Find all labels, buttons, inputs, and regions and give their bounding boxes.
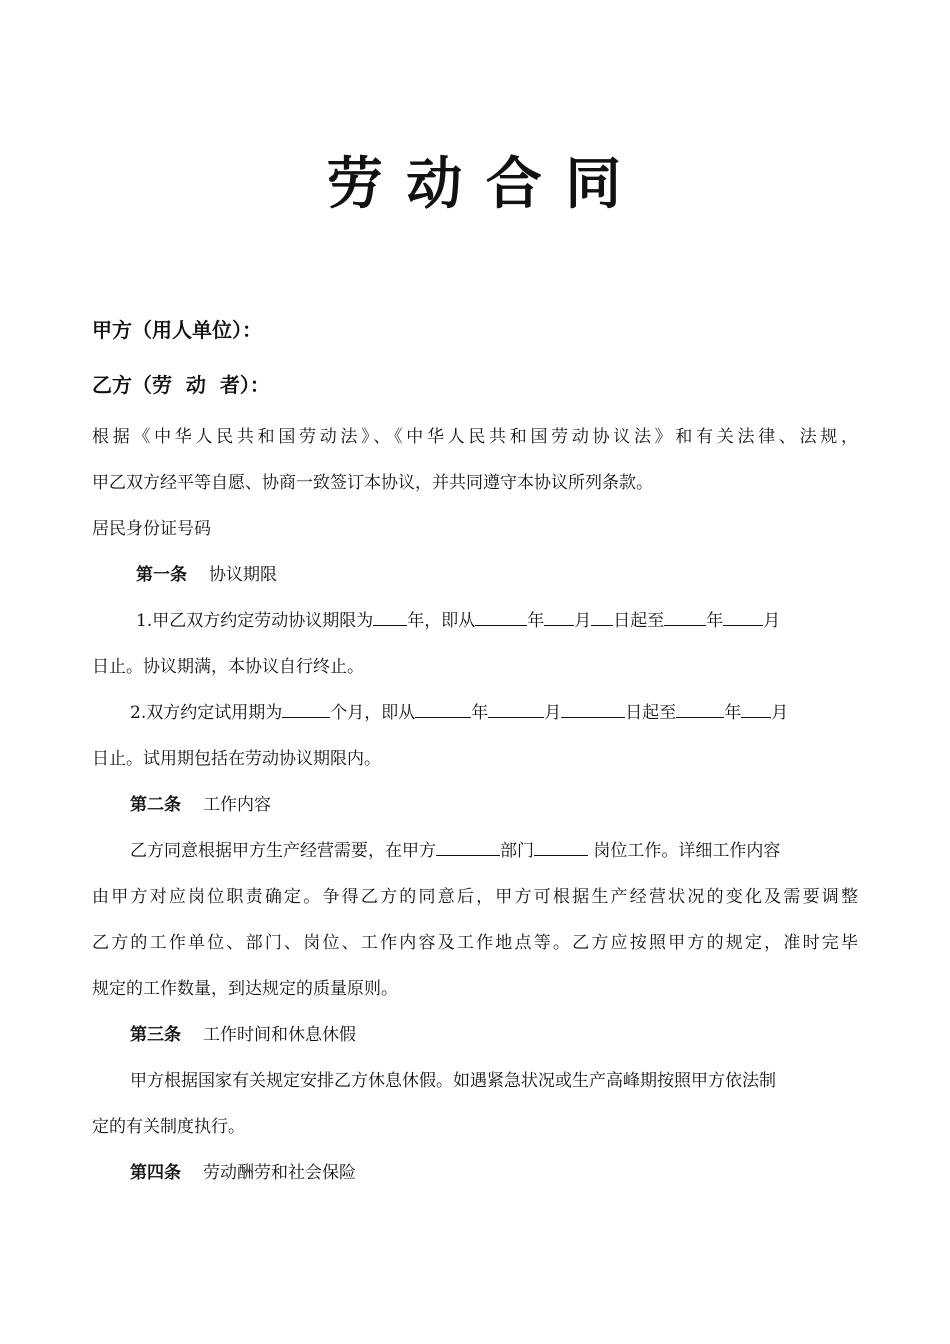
fill-blank[interactable] xyxy=(676,700,724,718)
article-2-line-2: 由甲方对应岗位职责确定。争得乙方的同意后，甲方可根据生产经营状况的变化及需要调整 xyxy=(92,887,858,907)
article-2-line-3: 乙方的工作单位、部门、岗位、工作内容及工作地点等。乙方应按照甲方的规定，准时完毕 xyxy=(92,933,858,953)
fill-blank[interactable] xyxy=(591,608,613,626)
fill-blank[interactable] xyxy=(475,608,527,626)
article-1-title: 协议期限 xyxy=(209,565,277,585)
text-segment: 个月，即从 xyxy=(330,703,416,723)
article-1-item-1-cont: 日止。协议期满，本协议自行终止。 xyxy=(92,657,364,677)
fill-blank[interactable] xyxy=(741,700,771,718)
text-segment: 年 xyxy=(471,703,489,723)
text-segment: 年 xyxy=(724,703,742,723)
fill-blank[interactable] xyxy=(723,608,763,626)
fill-blank[interactable] xyxy=(534,838,588,856)
text-segment: 1.甲乙双方约定劳动协议期限为 xyxy=(136,611,374,631)
article-3-line-1: 甲方根据国家有关规定安排乙方休息休假。如遇紧急状况或生产高峰期按照甲方依法制 xyxy=(130,1071,776,1091)
fill-blank[interactable] xyxy=(488,700,544,718)
article-1-number: 第一条 xyxy=(136,565,187,585)
text-segment: 乙方同意根据甲方生产经营需要，在甲方 xyxy=(130,841,436,861)
fill-blank[interactable] xyxy=(664,608,706,626)
text-segment: 部门 xyxy=(500,841,534,861)
article-4-heading xyxy=(130,1158,356,1183)
article-1-item-1 xyxy=(136,606,780,631)
article-1-item-2-cont: 日止。试用期包括在劳动协议期限内。 xyxy=(92,749,381,769)
intro-line-2: 甲乙双方经平等自愿、协商一致签订本协议，并共同遵守本协议所列条款。 xyxy=(92,473,653,493)
article-1-heading xyxy=(136,560,277,585)
article-2-line-1 xyxy=(130,836,780,861)
fill-blank[interactable] xyxy=(373,608,407,626)
article-4-number: 第四条 xyxy=(130,1163,181,1183)
article-3-number: 第三条 xyxy=(130,1025,181,1045)
article-2-line-4: 规定的工作数量，到达规定的质量原则。 xyxy=(92,979,398,999)
text-segment: 年 xyxy=(706,611,724,631)
text-segment: 日起至 xyxy=(625,703,677,723)
party-a-label: 甲方（用人单位）： xyxy=(92,318,262,342)
text-segment: 年 xyxy=(527,611,545,631)
document-title: 劳 动 合 同 xyxy=(326,152,624,217)
text-segment: 月 xyxy=(574,611,592,631)
text-segment: 2.双方约定试用期为 xyxy=(130,703,283,723)
fill-blank[interactable] xyxy=(415,700,471,718)
fill-blank[interactable] xyxy=(561,700,625,718)
article-2-heading xyxy=(130,790,271,815)
article-3-line-2: 定的有关制度执行。 xyxy=(92,1117,245,1137)
intro-line-1: 根据《中华人民共和国劳动法》、《中华人民共和国劳动协议法》和有关法律、法规， xyxy=(92,427,858,447)
fill-blank[interactable] xyxy=(282,700,330,718)
article-4-title: 劳动酬劳和社会保险 xyxy=(203,1163,356,1183)
id-number-label: 居民身份证号码 xyxy=(92,519,211,539)
text-segment: 年，即从 xyxy=(407,611,476,631)
fill-blank[interactable] xyxy=(544,608,574,626)
party-b-label: 乙方（劳 动 者）： xyxy=(92,373,270,397)
article-3-title: 工作时间和休息休假 xyxy=(203,1025,356,1045)
article-1-item-2 xyxy=(130,698,788,723)
fill-blank[interactable] xyxy=(436,838,500,856)
article-2-number: 第二条 xyxy=(130,795,181,815)
text-segment: 月 xyxy=(763,611,781,631)
text-segment: 日起至 xyxy=(613,611,665,631)
text-segment: 岗位工作。详细工作内容 xyxy=(588,841,781,861)
article-2-title: 工作内容 xyxy=(203,795,271,815)
text-segment: 月 xyxy=(544,703,562,723)
text-segment: 月 xyxy=(771,703,789,723)
article-3-heading xyxy=(130,1020,356,1045)
